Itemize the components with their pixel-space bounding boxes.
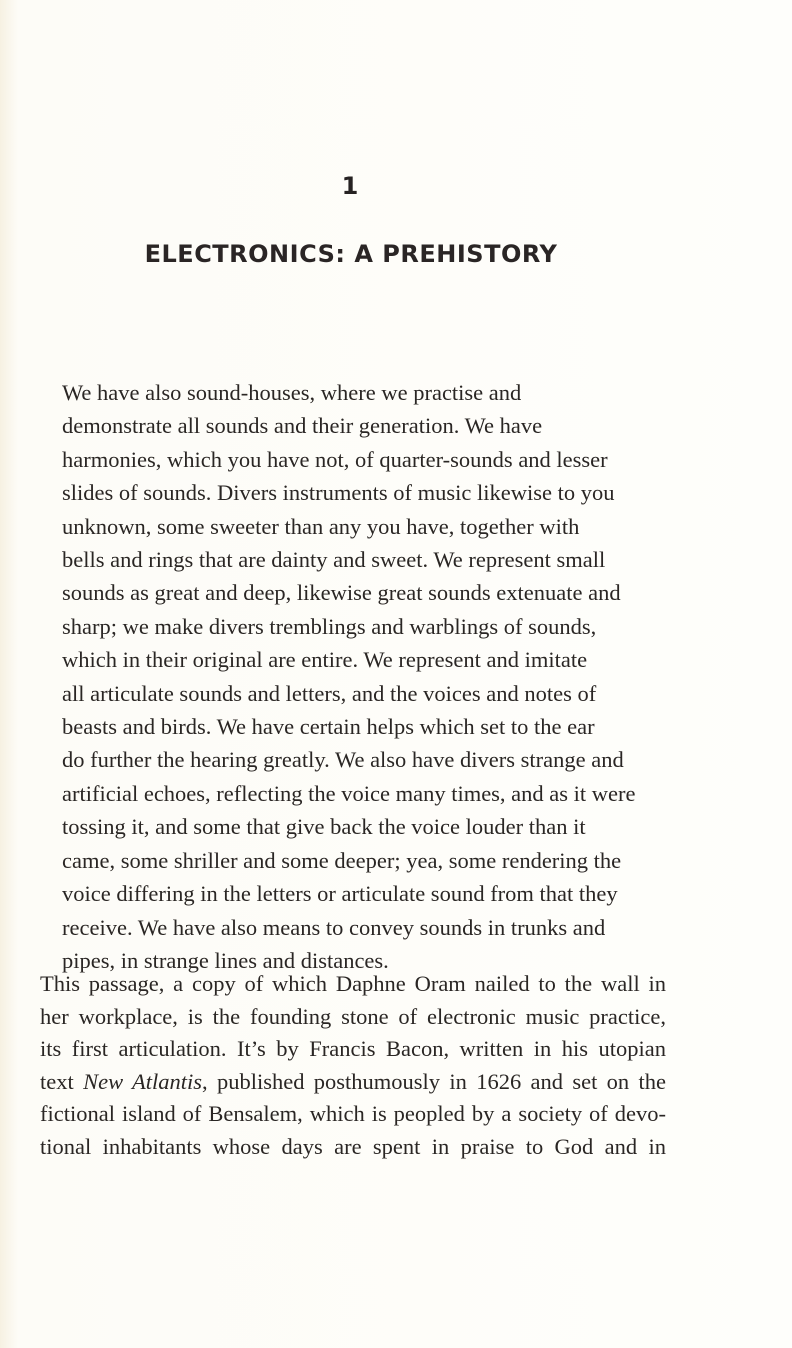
quote-line: do further the hearing greatly. We also have divers strange and	[62, 747, 624, 773]
quote-line: sounds as great and deep, likewise great sounds extenuate and	[62, 580, 621, 606]
quote-line: receive. We have also means to convey sounds in trunks and	[62, 914, 606, 940]
prose-text: text	[40, 1068, 74, 1094]
prose-line: This passage, a copy of which Daphne Oram nailed to the wall in	[40, 971, 666, 996]
quote-line: harmonies, which you have not, of quarter-sounds and lesser	[62, 446, 608, 472]
prose-line: her workplace, is the founding stone of electronic music practice,	[40, 1003, 666, 1029]
chapter-number: 1	[341, 172, 359, 200]
book-title-new-atlantis: New Atlantis	[83, 1068, 203, 1094]
quote-line: pipes, in strange lines and distances.	[62, 947, 389, 973]
quote-line: all articulate sounds and letters, and the voices and notes of	[62, 680, 597, 706]
quote-line: came, some shriller and some deeper; yea, some rendering the	[62, 847, 622, 873]
quote-line: which in their original are entire. We represent and imitate	[62, 647, 588, 673]
quote-line: sharp; we make divers tremblings and warblings of sounds,	[62, 613, 597, 639]
prose-line: its first articulation. It’s by Francis Bacon, written in his utopian	[40, 1036, 666, 1062]
prose-line: fictional island of Bensalem, which is peopled by a society of devo-	[40, 1101, 666, 1127]
body-paragraph	[40, 968, 666, 1164]
quote-line: voice differing in the letters or articulate sound from that they	[62, 881, 618, 907]
prose-text: , published posthumously in 1626 and set on the	[202, 1068, 666, 1094]
chapter-title: ELECTRONICS: A PREHISTORY	[144, 240, 558, 268]
quote-line: unknown, some sweeter than any you have, together with	[62, 513, 580, 539]
quote-line: beasts and birds. We have certain helps which set to the ear	[62, 714, 595, 740]
prose-line	[40, 1066, 666, 1099]
quote-line: bells and rings that are dainty and sweet. We represent small	[62, 547, 606, 573]
quote-line: tossing it, and some that give back the voice louder than it	[62, 814, 586, 840]
quote-line: demonstrate all sounds and their generation. We have	[62, 413, 543, 439]
quote-line: slides of sounds. Divers instruments of music likewise to you	[62, 480, 615, 506]
epigraph-quote	[62, 376, 682, 977]
prose-line: tional inhabitants whose days are spent in praise to God and in	[40, 1133, 666, 1159]
quote-line: We have also sound-houses, where we practise and	[62, 380, 522, 405]
quote-line: artificial echoes, reflecting the voice many times, and as it were	[62, 780, 636, 806]
